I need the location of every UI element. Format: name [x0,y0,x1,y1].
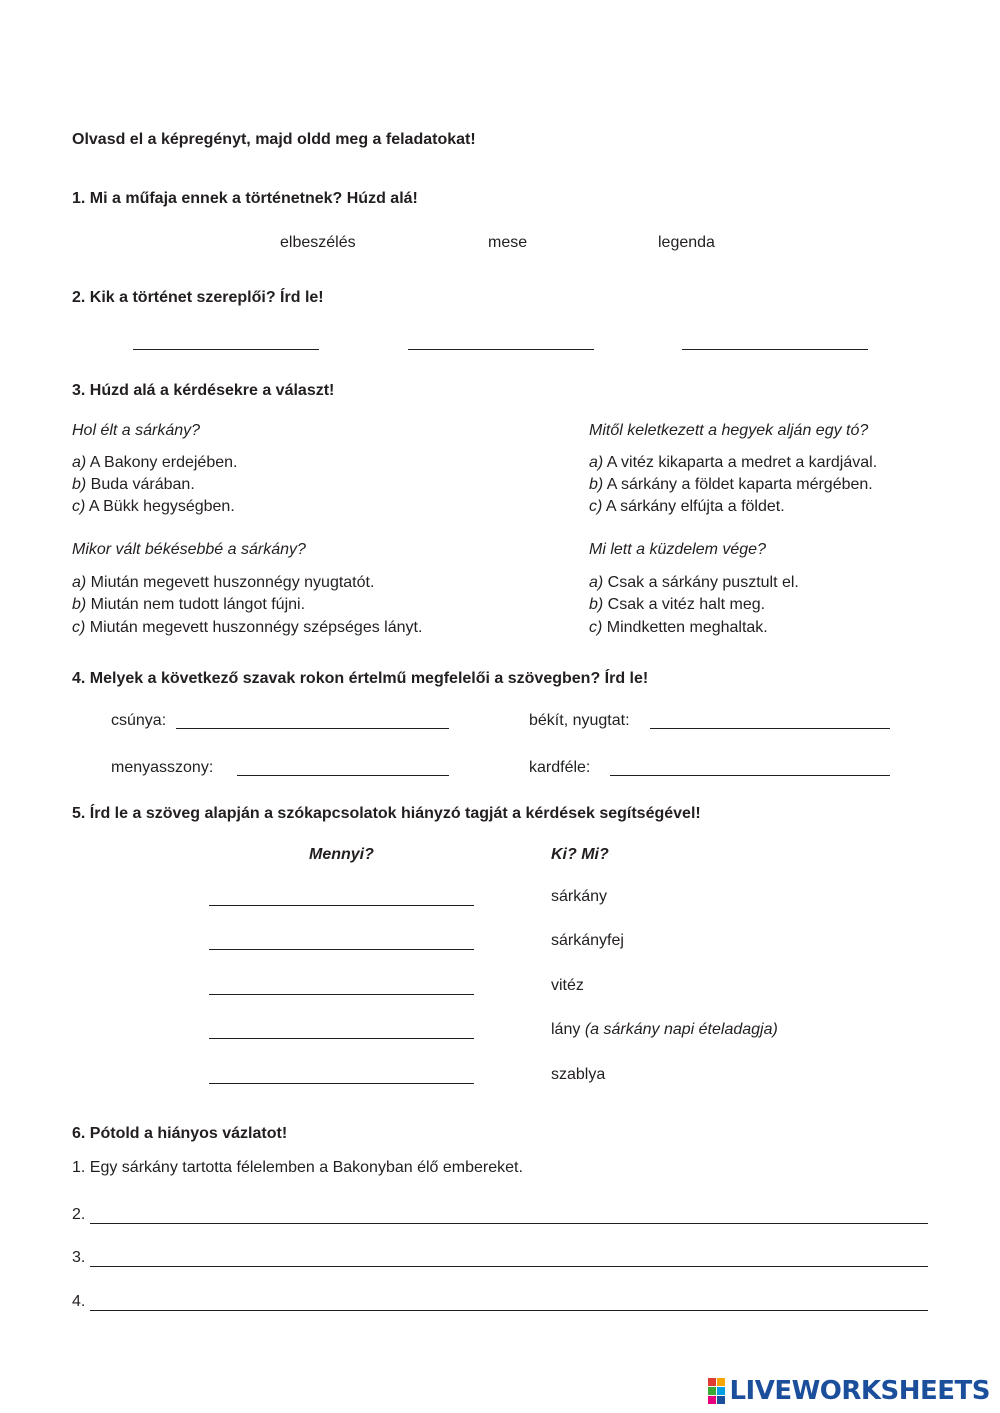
answer-4a[interactable]: a) Csak a sárkány pusztult el. [589,574,799,591]
option-legenda[interactable]: legenda [658,234,715,251]
option-mese[interactable]: mese [488,234,528,251]
quantity-input-2[interactable] [209,931,474,950]
character-input-3[interactable] [682,331,868,350]
character-input-1[interactable] [133,331,319,350]
outline-number-4: 4. [72,1293,86,1310]
brand-name: LIVEWORKSHEETS [729,1376,990,1406]
input-bekit[interactable] [650,710,890,729]
quantity-input-5[interactable] [209,1065,474,1084]
label-menyasszony: menyasszony: [111,759,214,776]
word-szablya: szablya [551,1066,606,1083]
outline-input-2[interactable] [90,1205,928,1224]
task2-heading: 2. Kik a történet szereplői? Írd le! [72,289,324,306]
answer-1b[interactable]: b) Buda várában. [72,476,195,493]
word-sarkanyfej: sárkányfej [551,932,624,949]
quantity-input-3[interactable] [209,976,474,995]
question-2: Mitől keletkezett a hegyek alján egy tó? [589,422,869,439]
input-csunya[interactable] [176,710,449,729]
answer-2a[interactable]: a) A vitéz kikaparta a medret a kardjával. [589,454,878,471]
quantity-input-4[interactable] [209,1020,474,1039]
task6-heading: 6. Pótold a hiányos vázlatot! [72,1125,288,1142]
instructions: Olvasd el a képregényt, majd oldd meg a feladatokat! [72,131,476,148]
task3-heading: 3. Húzd alá a kérdésekre a választ! [72,382,335,399]
outline-input-4[interactable] [90,1292,928,1311]
outline-number-3: 3. [72,1249,86,1266]
outline-input-3[interactable] [90,1248,928,1267]
answer-1a[interactable]: a) A Bakony erdejében. [72,454,238,471]
column-mennyi: Mennyi? [309,846,374,863]
quantity-input-1[interactable] [209,887,474,906]
answer-3b[interactable]: b) Miután nem tudott lángot fújni. [72,596,306,613]
answer-4c[interactable]: c) Mindketten meghaltak. [589,619,768,636]
answer-3c[interactable]: c) Miután megevett huszonnégy szépséges lányt. [72,619,423,636]
outline-number-2: 2. [72,1206,86,1223]
answer-2b[interactable]: b) A sárkány a földet kaparta mérgében. [589,476,873,493]
task4-heading: 4. Melyek a következő szavak rokon értelmű megfelelői a szövegben? Írd le! [72,670,649,687]
column-ki-mi: Ki? Mi? [551,846,609,863]
character-input-2[interactable] [408,331,594,350]
logo-blocks-icon [708,1378,725,1404]
word-sarkany: sárkány [551,888,608,905]
input-kardfele[interactable] [610,757,890,776]
label-kardfele: kardféle: [529,759,591,776]
option-elbeszeles[interactable]: elbeszélés [280,234,356,251]
question-4: Mi lett a küzdelem vége? [589,541,766,558]
question-1: Hol élt a sárkány? [72,422,201,439]
input-menyasszony[interactable] [237,757,449,776]
label-csunya: csúnya: [111,712,167,729]
task1-heading: 1. Mi a műfaja ennek a történetnek? Húzd alá! [72,190,418,207]
word-lany: lány (a sárkány napi ételadagja) [551,1021,778,1038]
question-3: Mikor vált békésebbé a sárkány? [72,541,306,558]
answer-3a[interactable]: a) Miután megevett huszonnégy nyugtatót. [72,574,375,591]
label-bekit: békít, nyugtat: [529,712,630,729]
answer-1c[interactable]: c) A Bükk hegységben. [72,498,235,515]
answer-2c[interactable]: c) A sárkány elfújta a földet. [589,498,785,515]
answer-4b[interactable]: b) Csak a vitéz halt meg. [589,596,766,613]
liveworksheets-logo [708,1374,990,1408]
outline-point-1: 1. Egy sárkány tartotta félelemben a Bakonyban élő embereket. [72,1159,523,1176]
word-vitez: vitéz [551,977,584,994]
task5-heading: 5. Írd le a szöveg alapján a szókapcsolatok hiányzó tagját a kérdések segítségével! [72,805,701,822]
